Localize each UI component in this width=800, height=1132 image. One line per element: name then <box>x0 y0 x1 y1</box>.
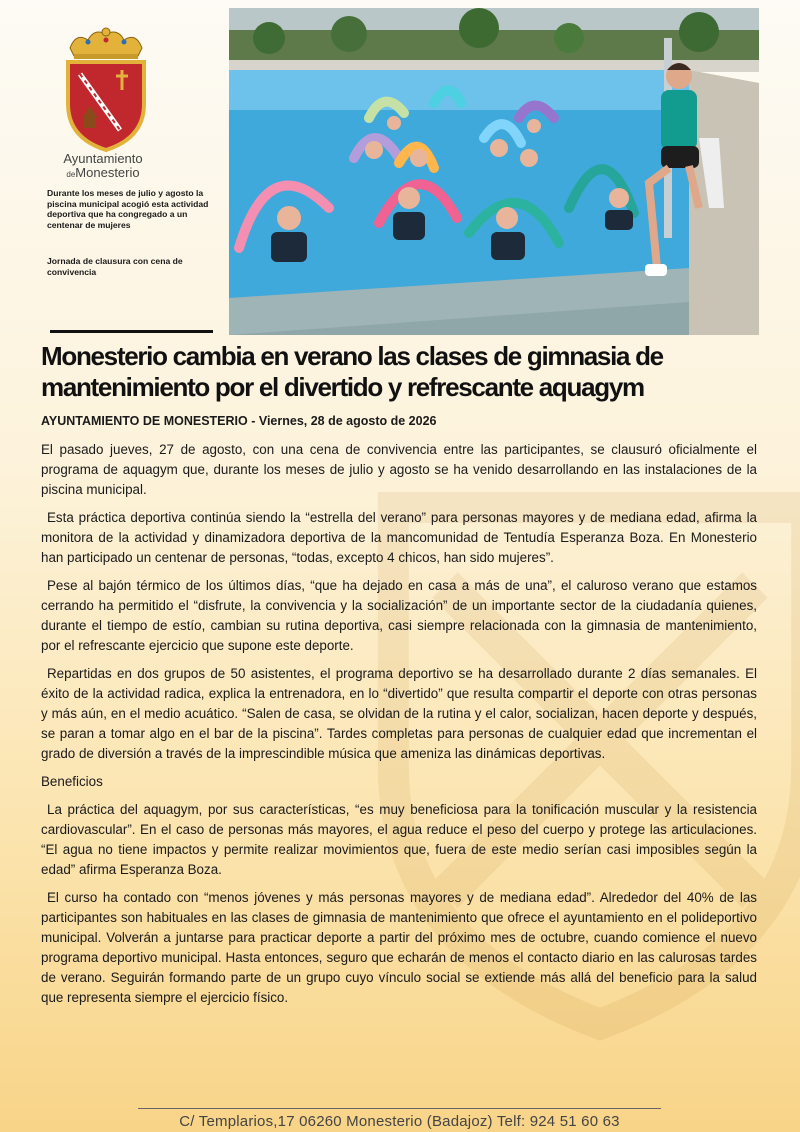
article-byline: AYUNTAMIENTO DE MONESTERIO - Viernes, 28 de agosto de 2026 <box>41 414 437 428</box>
org-name-town: Monesterio <box>75 165 140 180</box>
org-name-de: de <box>66 170 76 179</box>
subheading-beneficios: Beneficios <box>41 774 103 789</box>
org-name <box>48 152 158 182</box>
paragraph-6: El curso ha contado con “menos jóvenes y más personas mayores y de mediana edad”. Alrededor del 40% de las participantes son habituales en las clases de gimnasia de mantenimiento que ofrece el ayuntamiento en el polideportivo municipal. Volverán a juntarse para practicar deporte a partir del próximo mes de octubre, cuando comience el nuevo programa deportivo municipal. Hasta entonces, seguro que echarán de menos el contacto diario en las calurosas tardes de verano. Seguirán formando parte de un grupo cuyo vínculo social se extiende más allá del beneficio para la salud que representa siempre el ejercicio físico. <box>41 890 757 1005</box>
paragraph-3: Pese al bajón térmico de los últimos días, “que ha dejado en casa a más de una”, el caluroso verano que estamos cerrando ha permitido el “disfrute, la convivencia y la socialización” de un importante sector de la ciudadanía quienes, durante el tiempo de estío, cambian su rutina deportiva, casi siempre relacionada con la gimnasia de mantenimiento, por el refrescante ejercicio que supone este deporte. <box>41 578 757 653</box>
footer-address: C/ Templarios,17 06260 Monesterio (Badajoz) Telf: 924 51 60 63 <box>179 1113 620 1130</box>
article-headline: Monesterio cambia en verano las clases de gimnasia de mantenimiento por el divertido y refrescante aquagym <box>41 341 663 402</box>
footer-divider <box>138 1108 661 1109</box>
article-body <box>41 440 757 1016</box>
paragraph-4: Repartidas en dos grupos de 50 asistentes, el programa deportivo se ha desarrollado durante 2 días semanales. El éxito de la actividad radica, explica la entrenadora, en lo “divertido” que resulta compartir el deporte con otras personas y más aún, en el medio acuático. “Salen de casa, se olvidan de la rutina y el calor, socializan, hacen deporte y después, se paran a tomar algo en el bar de la piscina”. Tardes completas para personas de cualquier edad que incrementan el grado de diversión a través de la imprescindible música que ameniza las dinámicas deportivas. <box>41 666 757 761</box>
org-name-line2 <box>48 166 158 182</box>
paragraph-2: Esta práctica deportiva continúa siendo la “estrella del verano” para personas mayores y de mediana edad, afirma la monitora de la actividad y dinamizadora deportiva de la mancomunidad de Tentudía Esperanza Boza. En Monesterio han participado un centenar de personas, “todas, excepto 4 chicos, han sido mujeres”. <box>41 510 757 565</box>
aquagym-photo <box>229 8 759 335</box>
monesterio-crest-logo <box>62 26 150 154</box>
paragraph-1: El pasado jueves, 27 de agosto, con una cena de convivencia entre las participantes, se clausuró oficialmente el programa de aquagym que, durante los meses de julio y agosto se ha venido desarrollando en las instalaciones de la piscina municipal. <box>41 442 757 497</box>
photo-caption-1: Durante los meses de julio y agosto la piscina municipal acogió esta actividad deportiva que ha congregado a un centenar de mujeres <box>47 188 209 230</box>
caption-divider <box>50 330 213 333</box>
paragraph-5: La práctica del aquagym, por sus características, “es muy beneficiosa para la tonificación muscular y la resistencia cardiovascular”. En el caso de personas más mayores, el agua reduce el peso del cuerpo y protege las articulaciones. “El agua no tiene impactos y permite realizar movimientos que, fuera de este medio serían casi imposibles según la edad” afirma Esperanza Boza. <box>41 802 757 877</box>
photo-caption-2: Jornada de clausura con cena de convivencia <box>47 256 183 277</box>
org-name-line1: Ayuntamiento <box>63 151 143 166</box>
